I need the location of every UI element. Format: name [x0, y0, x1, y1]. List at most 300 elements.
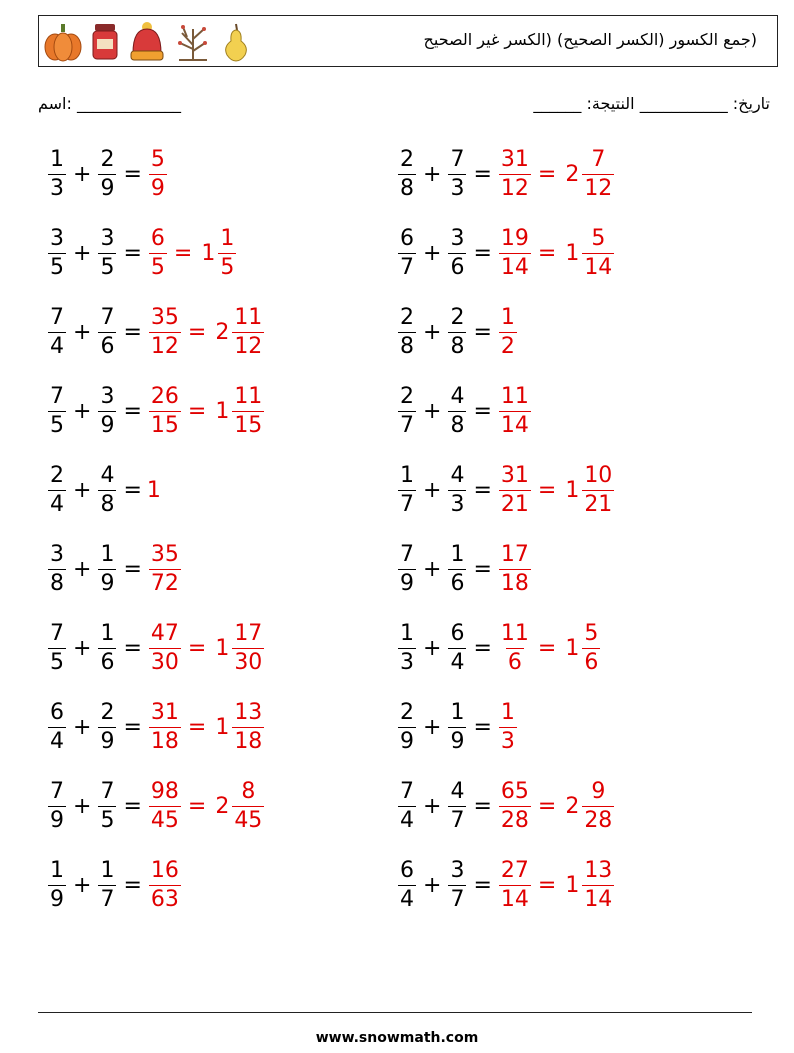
equals-sign: = [123, 556, 142, 582]
fraction [98, 146, 116, 201]
mixed-whole: 2 [565, 793, 580, 819]
plus-sign: + [73, 398, 92, 424]
denominator: 6 [450, 254, 465, 280]
plus-sign: + [73, 319, 92, 345]
fraction [98, 541, 116, 596]
numerator: 4 [450, 383, 465, 409]
footer-url: www.snowmath.com [315, 1030, 479, 1046]
name-field: اسم: _____________ [38, 94, 181, 113]
fraction [499, 383, 531, 438]
plus-sign: + [73, 240, 92, 266]
numerator: 2 [400, 383, 414, 409]
fraction [398, 699, 416, 754]
denominator: 4 [50, 333, 64, 359]
fraction [398, 462, 416, 517]
fraction [149, 146, 167, 201]
equals-sign: = [123, 793, 142, 819]
denominator: 4 [450, 649, 465, 675]
numerator: 3 [50, 225, 64, 251]
denominator: 3 [400, 649, 414, 675]
fraction [98, 699, 116, 754]
denominator: 14 [500, 412, 529, 438]
fraction [448, 541, 466, 596]
problem-item [396, 142, 616, 206]
equals-sign: = [123, 872, 142, 898]
numerator: 2 [450, 304, 465, 330]
numerator: 2 [400, 304, 414, 330]
fraction [398, 857, 416, 912]
fraction [499, 541, 531, 596]
denominator: 18 [150, 728, 179, 754]
numerator: 13 [234, 699, 263, 725]
problem-item [46, 695, 266, 759]
plus-sign: + [423, 477, 442, 503]
numerator: 27 [500, 857, 529, 883]
fraction [448, 383, 466, 438]
mixed-whole: 2 [565, 161, 580, 187]
equals-sign: = [473, 793, 492, 819]
fraction [98, 304, 116, 359]
numerator: 4 [450, 778, 465, 804]
equals-sign: = [123, 161, 142, 187]
fraction [149, 541, 181, 596]
numerator: 5 [584, 620, 599, 646]
fraction [98, 857, 116, 912]
mixed-whole: 1 [565, 635, 580, 661]
fraction [149, 699, 181, 754]
numerator: 7 [591, 146, 606, 172]
numerator: 1 [50, 857, 64, 883]
mixed-fraction [582, 620, 600, 675]
numerator: 26 [150, 383, 179, 409]
problem-item [396, 537, 533, 601]
equals-sign: = [187, 635, 207, 661]
equals-sign: = [537, 477, 557, 503]
numerator: 7 [50, 304, 64, 330]
denominator: 8 [50, 570, 64, 596]
fraction [48, 383, 66, 438]
problem-item [46, 774, 266, 838]
denominator: 7 [400, 491, 414, 517]
numerator: 31 [150, 699, 179, 725]
denominator: 18 [500, 570, 529, 596]
pear-icon [219, 21, 253, 63]
numerator: 17 [234, 620, 263, 646]
plus-sign: + [423, 714, 442, 740]
fraction [398, 620, 416, 675]
denominator: 12 [584, 175, 613, 201]
numerator: 6 [450, 620, 465, 646]
denominator: 7 [400, 254, 414, 280]
fraction [448, 462, 466, 517]
numerator: 7 [400, 541, 414, 567]
problem-item [396, 300, 519, 364]
equals-sign: = [473, 556, 492, 582]
denominator: 14 [500, 886, 529, 912]
numerator: 35 [150, 304, 179, 330]
numerator: 7 [100, 778, 115, 804]
fraction [149, 857, 181, 912]
fraction [149, 225, 167, 280]
numerator: 1 [500, 699, 515, 725]
fraction [48, 146, 66, 201]
denominator: 7 [450, 886, 465, 912]
denominator: 6 [100, 333, 115, 359]
denominator: 6 [450, 570, 465, 596]
fraction [98, 462, 116, 517]
equals-sign: = [473, 398, 492, 424]
numerator: 1 [400, 620, 414, 646]
problem-item [46, 537, 183, 601]
numerator: 16 [150, 857, 179, 883]
equals-sign: = [537, 872, 557, 898]
fraction [398, 146, 416, 201]
denominator: 5 [50, 412, 64, 438]
numerator: 1 [50, 146, 64, 172]
plus-sign: + [423, 161, 442, 187]
problem-item [396, 853, 616, 917]
fraction [98, 778, 116, 833]
fraction [448, 146, 466, 201]
denominator: 5 [100, 254, 115, 280]
numerator: 2 [100, 146, 115, 172]
jam-jar-icon [89, 21, 121, 63]
fraction [499, 304, 517, 359]
numerator: 31 [500, 146, 529, 172]
numerator: 6 [400, 225, 414, 251]
pumpkin-icon [43, 21, 83, 63]
mixed-whole: 1 [215, 398, 230, 424]
problem-item [46, 221, 238, 285]
numerator: 7 [400, 778, 414, 804]
numerator: 4 [100, 462, 115, 488]
fraction [98, 620, 116, 675]
denominator: 14 [584, 886, 613, 912]
equals-sign: = [173, 240, 193, 266]
plus-sign: + [73, 872, 92, 898]
mixed-fraction [232, 383, 264, 438]
denominator: 4 [400, 886, 414, 912]
denominator: 7 [100, 886, 115, 912]
denominator: 15 [234, 412, 263, 438]
fraction [448, 857, 466, 912]
denominator: 9 [100, 175, 115, 201]
equals-sign: = [187, 398, 207, 424]
answer-whole: 1 [146, 477, 161, 503]
denominator: 9 [150, 175, 165, 201]
fraction [48, 620, 66, 675]
numerator: 2 [400, 699, 414, 725]
numerator: 9 [591, 778, 606, 804]
mixed-whole: 1 [565, 240, 580, 266]
denominator: 5 [100, 807, 115, 833]
plus-sign: + [73, 635, 92, 661]
numerator: 1 [100, 541, 115, 567]
mixed-fraction [232, 620, 264, 675]
mixed-whole: 1 [201, 240, 216, 266]
denominator: 4 [50, 728, 64, 754]
mixed-fraction [582, 146, 614, 201]
date-result-field: ______ :تاريخ: ___________ النتيجة [533, 94, 770, 113]
fraction [48, 699, 66, 754]
denominator: 15 [150, 412, 179, 438]
plus-sign: + [423, 556, 442, 582]
denominator: 5 [50, 649, 64, 675]
denominator: 9 [400, 570, 414, 596]
denominator: 72 [150, 570, 179, 596]
numerator: 19 [500, 225, 529, 251]
denominator: 45 [234, 807, 263, 833]
fraction [499, 146, 531, 201]
denominator: 9 [100, 728, 115, 754]
equals-sign: = [473, 319, 492, 345]
numerator: 1 [450, 541, 465, 567]
denominator: 8 [450, 412, 465, 438]
plus-sign: + [73, 714, 92, 740]
fraction [499, 225, 531, 280]
mixed-fraction [582, 462, 614, 517]
fraction [499, 462, 531, 517]
mixed-whole: 1 [215, 714, 230, 740]
denominator: 14 [500, 254, 529, 280]
denominator: 30 [234, 649, 263, 675]
mixed-whole: 2 [215, 319, 230, 345]
equals-sign: = [473, 240, 492, 266]
plus-sign: + [423, 872, 442, 898]
plus-sign: + [423, 319, 442, 345]
plus-sign: + [73, 793, 92, 819]
numerator: 3 [450, 225, 465, 251]
fraction [499, 778, 531, 833]
denominator: 45 [150, 807, 179, 833]
denominator: 12 [150, 333, 179, 359]
equals-sign: = [123, 635, 142, 661]
fraction [448, 699, 466, 754]
denominator: 5 [50, 254, 64, 280]
problem-item [46, 300, 266, 364]
mixed-fraction [232, 304, 264, 359]
numerator: 1 [500, 304, 515, 330]
denominator: 6 [584, 649, 599, 675]
numerator: 11 [500, 383, 529, 409]
mixed-fraction [232, 778, 264, 833]
denominator: 28 [500, 807, 529, 833]
numerator: 5 [150, 146, 165, 172]
numerator: 1 [450, 699, 465, 725]
denominator: 8 [400, 175, 414, 201]
equals-sign: = [123, 398, 142, 424]
denominator: 9 [50, 807, 64, 833]
denominator: 18 [234, 728, 263, 754]
denominator: 9 [100, 412, 115, 438]
equals-sign: = [187, 714, 207, 740]
numerator: 7 [50, 383, 64, 409]
numerator: 1 [100, 620, 115, 646]
numerator: 31 [500, 462, 529, 488]
fraction [398, 225, 416, 280]
numerator: 5 [591, 225, 606, 251]
problem-item [396, 458, 616, 522]
denominator: 9 [450, 728, 465, 754]
plus-sign: + [73, 477, 92, 503]
numerator: 11 [500, 620, 529, 646]
numerator: 6 [150, 225, 165, 251]
plus-sign: + [73, 161, 92, 187]
numerator: 11 [234, 383, 263, 409]
fraction [398, 778, 416, 833]
fraction [48, 225, 66, 280]
equals-sign: = [187, 793, 207, 819]
fraction [499, 620, 531, 675]
fraction [48, 541, 66, 596]
denominator: 30 [150, 649, 179, 675]
numerator: 4 [450, 462, 465, 488]
problem-item [396, 695, 519, 759]
numerator: 1 [220, 225, 235, 251]
numerator: 98 [150, 778, 179, 804]
numerator: 7 [50, 620, 64, 646]
numerator: 10 [584, 462, 613, 488]
plus-sign: + [423, 635, 442, 661]
equals-sign: = [123, 319, 142, 345]
numerator: 7 [100, 304, 115, 330]
equals-sign: = [473, 714, 492, 740]
denominator: 12 [234, 333, 263, 359]
problem-item [46, 853, 183, 917]
fraction [98, 225, 116, 280]
numerator: 11 [234, 304, 263, 330]
plus-sign: + [423, 398, 442, 424]
denominator: 21 [584, 491, 613, 517]
problem-item [46, 379, 266, 443]
mixed-whole: 1 [565, 477, 580, 503]
denominator: 8 [400, 333, 414, 359]
numerator: 2 [400, 146, 414, 172]
problem-item [46, 616, 266, 680]
numerator: 3 [100, 225, 115, 251]
fraction [48, 778, 66, 833]
footer-divider [38, 1012, 752, 1013]
fraction [48, 304, 66, 359]
denominator: 14 [584, 254, 613, 280]
fraction [499, 699, 517, 754]
mixed-whole: 1 [215, 635, 230, 661]
denominator: 9 [400, 728, 414, 754]
denominator: 9 [100, 570, 115, 596]
mixed-fraction [582, 225, 614, 280]
numerator: 7 [50, 778, 64, 804]
numerator: 2 [50, 462, 64, 488]
fraction [398, 383, 416, 438]
denominator: 5 [150, 254, 165, 280]
numerator: 47 [150, 620, 179, 646]
equals-sign: = [187, 319, 207, 345]
fraction [149, 620, 181, 675]
problem-item [396, 221, 616, 285]
equals-sign: = [473, 872, 492, 898]
fraction [499, 857, 531, 912]
equals-sign: = [537, 635, 557, 661]
denominator: 6 [100, 649, 115, 675]
problem-item [396, 616, 602, 680]
numerator: 3 [100, 383, 115, 409]
fraction [448, 304, 466, 359]
mixed-fraction [582, 857, 614, 912]
denominator: 9 [50, 886, 64, 912]
problem-item [46, 142, 169, 206]
plus-sign: + [423, 793, 442, 819]
mixed-fraction [582, 778, 614, 833]
equals-sign: = [473, 477, 492, 503]
denominator: 7 [450, 807, 465, 833]
numerator: 13 [584, 857, 613, 883]
equals-sign: = [123, 714, 142, 740]
fraction [48, 857, 66, 912]
numerator: 1 [400, 462, 414, 488]
plus-sign: + [423, 240, 442, 266]
problem-item [396, 379, 533, 443]
denominator: 6 [507, 649, 522, 675]
fraction [398, 541, 416, 596]
equals-sign: = [473, 635, 492, 661]
denominator: 8 [450, 333, 465, 359]
numerator: 3 [50, 541, 64, 567]
equals-sign: = [123, 477, 142, 503]
worksheet-title: (جمع الكسور (الكسر الصحيح) (الكسر غير الصحيح [423, 30, 757, 49]
fraction [149, 383, 181, 438]
equals-sign: = [473, 161, 492, 187]
numerator: 1 [100, 857, 115, 883]
bare-tree-icon [173, 21, 213, 63]
numerator: 6 [50, 699, 64, 725]
denominator: 12 [500, 175, 529, 201]
denominator: 21 [500, 491, 529, 517]
worksheet-header [38, 15, 778, 67]
plus-sign: + [73, 556, 92, 582]
fraction [98, 383, 116, 438]
denominator: 3 [450, 491, 465, 517]
fraction [398, 304, 416, 359]
mixed-whole: 2 [215, 793, 230, 819]
denominator: 3 [500, 728, 515, 754]
denominator: 63 [150, 886, 179, 912]
denominator: 8 [100, 491, 115, 517]
denominator: 4 [50, 491, 64, 517]
mixed-fraction [218, 225, 236, 280]
numerator: 17 [500, 541, 529, 567]
numerator: 8 [241, 778, 256, 804]
numerator: 7 [450, 146, 465, 172]
equals-sign: = [537, 793, 557, 819]
fraction [149, 304, 181, 359]
problem-item [396, 774, 616, 838]
fraction [448, 620, 466, 675]
numerator: 65 [500, 778, 529, 804]
fraction [48, 462, 66, 517]
header-icons [43, 21, 253, 63]
fraction [448, 778, 466, 833]
denominator: 2 [500, 333, 515, 359]
fraction [149, 778, 181, 833]
numerator: 3 [450, 857, 465, 883]
winter-hat-icon [127, 21, 167, 63]
denominator: 5 [220, 254, 235, 280]
fraction [448, 225, 466, 280]
denominator: 7 [400, 412, 414, 438]
equals-sign: = [123, 240, 142, 266]
equals-sign: = [537, 240, 557, 266]
numerator: 2 [100, 699, 115, 725]
